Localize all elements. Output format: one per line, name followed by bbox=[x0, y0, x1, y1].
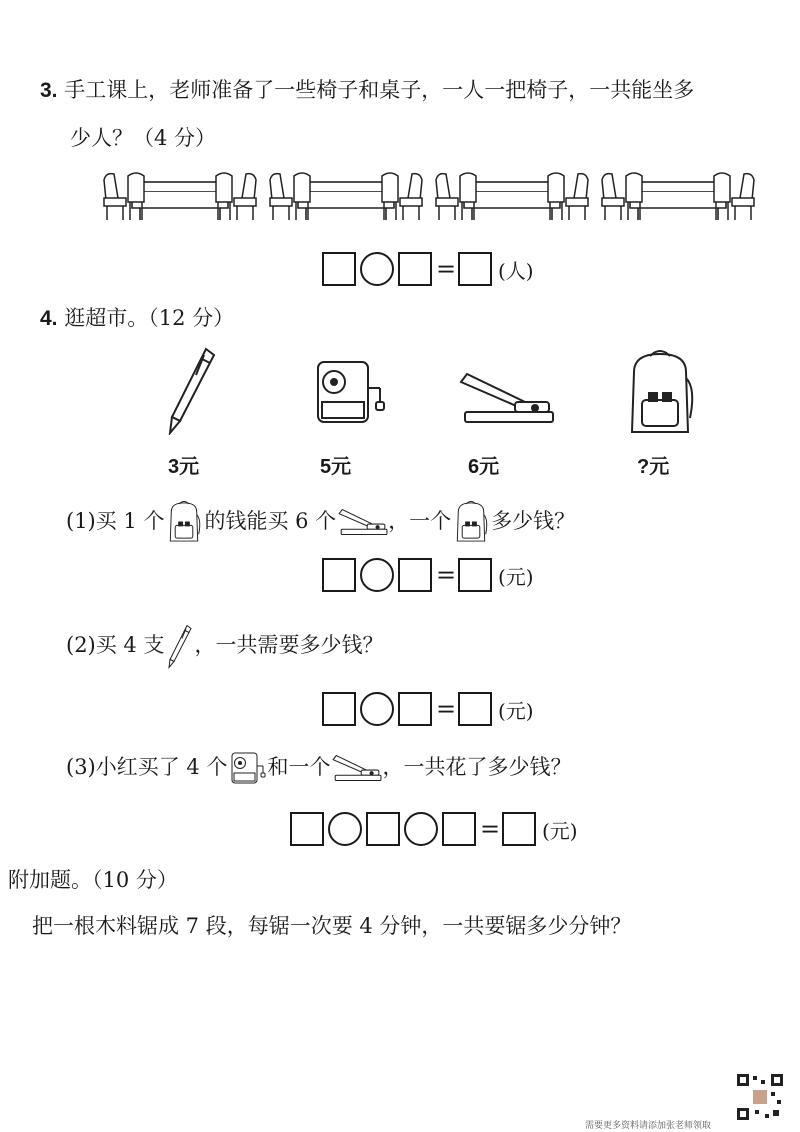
q3-equation bbox=[322, 252, 534, 286]
result-box[interactable] bbox=[502, 812, 536, 846]
sub1-unit: (元) bbox=[498, 564, 534, 589]
backpack-icon bbox=[164, 500, 204, 544]
answer-box[interactable] bbox=[366, 812, 400, 846]
equals-sign: = bbox=[480, 815, 501, 843]
sub2-equation bbox=[322, 692, 534, 726]
sub1-text-a: (1)买 1 个 bbox=[66, 509, 165, 534]
answer-box[interactable] bbox=[290, 812, 324, 846]
pencil-sharpener-icon bbox=[308, 352, 388, 432]
backpack-icon bbox=[620, 348, 700, 438]
pen-icon bbox=[164, 622, 194, 670]
equals-sign: = bbox=[436, 695, 457, 723]
q4-sub3 bbox=[66, 748, 571, 788]
sub2-text-a: (2)买 4 支 bbox=[66, 633, 165, 658]
backpack-icon bbox=[451, 500, 491, 544]
operator-circle[interactable] bbox=[360, 558, 394, 592]
q3-line1 bbox=[40, 78, 694, 103]
stapler-icon bbox=[455, 368, 555, 428]
answer-box[interactable] bbox=[322, 558, 356, 592]
result-box[interactable] bbox=[458, 558, 492, 592]
operator-circle[interactable] bbox=[404, 812, 438, 846]
footer-note: 需要更多资料请添加张老师领取 bbox=[585, 1121, 712, 1131]
stapler-icon bbox=[330, 752, 382, 784]
operator-circle[interactable] bbox=[360, 692, 394, 726]
answer-box[interactable] bbox=[398, 252, 432, 286]
furniture-row bbox=[100, 168, 758, 224]
sub3-text-b: 和一个 bbox=[267, 755, 331, 780]
sub3-text-c: ，一共花了多少钱？ bbox=[382, 755, 572, 780]
answer-box[interactable] bbox=[322, 252, 356, 286]
answer-box[interactable] bbox=[398, 692, 432, 726]
equals-sign: = bbox=[436, 255, 457, 283]
table-chairs-icon bbox=[100, 168, 260, 224]
table-chairs-icon bbox=[266, 168, 426, 224]
answer-box[interactable] bbox=[322, 692, 356, 726]
pen-icon bbox=[160, 345, 220, 435]
result-box[interactable] bbox=[458, 252, 492, 286]
q4-title-line bbox=[40, 306, 234, 331]
item-backpack bbox=[620, 348, 700, 438]
item-pen bbox=[160, 345, 220, 435]
sub2-unit: (元) bbox=[498, 698, 534, 723]
equals-sign: = bbox=[436, 561, 457, 589]
answer-box[interactable] bbox=[398, 558, 432, 592]
q3-unit: (人) bbox=[498, 258, 534, 283]
bonus-title: 附加题。（10 分） bbox=[8, 868, 178, 892]
sub1-text-c: ，一个 bbox=[388, 509, 452, 534]
sub2-text-b: ，一共需要多少钱？ bbox=[194, 633, 384, 658]
stapler-icon bbox=[336, 506, 388, 538]
q3-number: 3. bbox=[40, 79, 58, 102]
pencil-sharpener-icon bbox=[227, 748, 267, 788]
q3-text-line2: 少人？（4 分） bbox=[70, 126, 217, 150]
sub1-equation bbox=[322, 558, 534, 592]
sub1-text-b: 的钱能买 6 个 bbox=[204, 509, 337, 534]
item-sharpener bbox=[308, 352, 388, 432]
price-stapler: 6元 bbox=[468, 456, 500, 478]
sub3-unit: (元) bbox=[542, 818, 578, 843]
table-chairs-icon bbox=[432, 168, 592, 224]
result-box[interactable] bbox=[458, 692, 492, 726]
price-backpack: ?元 bbox=[637, 456, 670, 478]
q4-number: 4. bbox=[40, 307, 58, 330]
operator-circle[interactable] bbox=[360, 252, 394, 286]
sub3-text-a: (3)小红买了 4 个 bbox=[66, 755, 228, 780]
answer-box[interactable] bbox=[442, 812, 476, 846]
qr-code-icon bbox=[735, 1072, 785, 1122]
item-stapler bbox=[455, 368, 555, 428]
table-chairs-icon bbox=[598, 168, 758, 224]
q4-sub1 bbox=[66, 500, 575, 544]
q4-title: 逛超市。（12 分） bbox=[64, 306, 235, 330]
q4-sub2 bbox=[66, 622, 383, 670]
sub3-equation bbox=[290, 812, 578, 846]
price-sharpener: 5元 bbox=[320, 456, 352, 478]
price-pen: 3元 bbox=[168, 456, 200, 478]
operator-circle[interactable] bbox=[328, 812, 362, 846]
sub1-text-d: 多少钱？ bbox=[491, 509, 576, 534]
q3-text-line1: 手工课上，老师准备了一些椅子和桌子，一人一把椅子，一共能坐多 bbox=[64, 78, 695, 102]
bonus-text: 把一根木料锯成 7 段，每锯一次要 4 分钟，一共要锯多少分钟？ bbox=[32, 914, 632, 938]
